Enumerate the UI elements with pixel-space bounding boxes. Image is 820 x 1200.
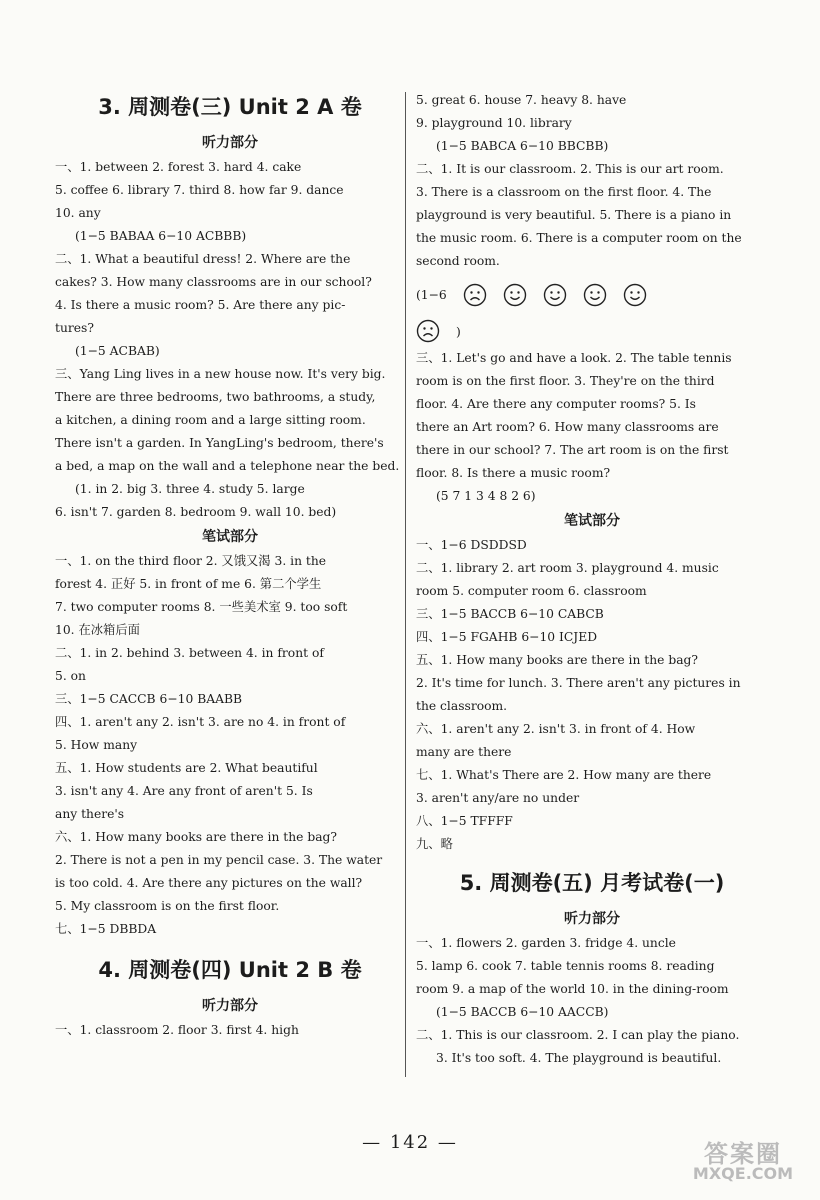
- section-5-listening-heading: 听力部分: [564, 911, 620, 927]
- face-icons: [463, 283, 647, 307]
- answer-line: 一、1−6 DSDDSD: [416, 538, 527, 552]
- section-5-title: 5. 周测卷(五) 月考试卷(一): [459, 871, 725, 895]
- answer-line: 一、1. between 2. forest 3. hard 4. cake: [55, 160, 302, 174]
- answer-line: a kitchen, a dining room and a large sitting room.: [55, 413, 366, 427]
- answer-line: room 5. computer room 6. classroom: [416, 584, 647, 598]
- answer-line: tures?: [55, 321, 94, 335]
- left-column: [55, 86, 405, 1042]
- answer-line: 四、1. aren't any 2. isn't 3. are no 4. in front of: [55, 715, 346, 729]
- answer-line: (5 7 1 3 4 8 2 6): [436, 489, 536, 503]
- section-4-written-answers: [416, 534, 768, 856]
- answer-line: 五、1. How students are 2. What beautiful: [55, 761, 318, 775]
- answer-line: 二、1. This is our classroom. 2. I can play the piano.: [416, 1028, 740, 1042]
- answer-line: many are there: [416, 745, 512, 759]
- answer-line: 二、1. library 2. art room 3. playground 4. music: [416, 561, 719, 575]
- answer-line: (1. in 2. big 3. three 4. study 5. large: [75, 482, 305, 496]
- answer-line: 6. isn't 7. garden 8. bedroom 9. wall 10. bed): [55, 505, 337, 519]
- answer-line: 三、Yang Ling lives in a new house now. It's very big.: [55, 367, 386, 381]
- answer-line: forest 4. 正好 5. in front of me 6. 第二个学生: [55, 577, 322, 591]
- answer-line: (1−5 BACCB 6−10 AACCB): [436, 1005, 609, 1019]
- answer-line: 5. My classroom is on the first floor.: [55, 899, 280, 913]
- answer-line: 10. 在冰箱后面: [55, 623, 140, 637]
- answer-line: there an Art room? 6. How many classrooms are: [416, 420, 719, 434]
- answer-line: floor. 8. Is there a music room?: [416, 466, 611, 480]
- answer-line: 六、1. How many books are there in the bag?: [55, 830, 337, 844]
- answer-line: 四、1−5 FGAHB 6−10 ICJED: [416, 630, 598, 644]
- face-answer-row-2: [416, 317, 768, 347]
- section-4-listening-answers: [55, 1019, 405, 1042]
- smiley-face-icon: [583, 283, 607, 307]
- answer-line: (1−5 BABCA 6−10 BBCBB): [436, 139, 609, 153]
- answer-line: 七、1−5 DBBDA: [55, 922, 157, 936]
- face-answer-row: [416, 273, 768, 317]
- watermark-text: 答案圈: [704, 1140, 782, 1168]
- answer-line: 5. on: [55, 669, 86, 683]
- column-divider: [405, 92, 406, 1077]
- answer-line: 3. aren't any/are no under: [416, 791, 580, 805]
- section-4-listening-heading: 听力部分: [202, 998, 258, 1014]
- answer-line: 五、1. How many books are there in the bag?: [416, 653, 698, 667]
- answer-line: 7. two computer rooms 8. 一些美术室 9. too soft: [55, 600, 348, 614]
- section-4-title: 4. 周测卷(四) Unit 2 B 卷: [98, 958, 362, 982]
- section-4-written-heading: 笔试部分: [564, 513, 620, 529]
- answer-line: 5. How many: [55, 738, 138, 752]
- answer-line: 5. coffee 6. library 7. third 8. how far 9. dance: [55, 183, 344, 197]
- answer-line: 4. Is there a music room? 5. Are there any pic-: [55, 298, 346, 312]
- faces-close-label: ): [456, 325, 461, 339]
- page-number: — 142 —: [362, 1132, 458, 1153]
- answer-line: 一、1. flowers 2. garden 3. fridge 4. uncle: [416, 936, 676, 950]
- watermark-logo: [678, 1142, 808, 1192]
- answer-line: 二、1. It is our classroom. 2. This is our art room.: [416, 162, 724, 176]
- answer-line: the classroom.: [416, 699, 508, 713]
- answer-line: second room.: [416, 254, 500, 268]
- right-column: [416, 89, 768, 1070]
- answer-line: is too cold. 4. Are there any pictures on the wall?: [55, 876, 363, 890]
- section-3-listening-answers: [55, 156, 405, 524]
- section-4-continued-answers: [416, 89, 768, 273]
- answer-line: 二、1. What a beautiful dress! 2. Where are the: [55, 252, 351, 266]
- answer-line: the music room. 6. There is a computer room on the: [416, 231, 742, 245]
- answer-line: 九、略: [416, 837, 453, 851]
- answer-line: 2. There is not a pen in my pencil case. 3. The water: [55, 853, 383, 867]
- section-3-written-answers: [55, 550, 405, 941]
- answer-line: 二、1. in 2. behind 3. between 4. in front of: [55, 646, 324, 660]
- answer-line: room 9. a map of the world 10. in the dining-room: [416, 982, 729, 996]
- answer-line: 三、1−5 BACCB 6−10 CABCB: [416, 607, 604, 621]
- answer-line: (1−5 ACBAB): [75, 344, 160, 358]
- answer-line: 一、1. on the third floor 2. 又饿又渴 3. in the: [55, 554, 327, 568]
- watermark-url: MXQE.COM: [692, 1164, 794, 1183]
- answer-line: 八、1−5 TFFFF: [416, 814, 513, 828]
- answer-line: cakes? 3. How many classrooms are in our school?: [55, 275, 372, 289]
- answer-line: 2. It's time for lunch. 3. There aren't any pictures in: [416, 676, 741, 690]
- answer-line: 3. It's too soft. 4. The playground is beautiful.: [436, 1051, 722, 1065]
- answer-line: 六、1. aren't any 2. isn't 3. in front of 4. How: [416, 722, 696, 736]
- answer-line: 3. There is a classroom on the first floor. 4. The: [416, 185, 712, 199]
- answer-line: room is on the first floor. 3. They're on the third: [416, 374, 715, 388]
- answer-line: 3. isn't any 4. Are any front of aren't 5. Is: [55, 784, 313, 798]
- section-4-part3-answers: [416, 347, 768, 508]
- answer-line: 三、1. Let's go and have a look. 2. The table tennis: [416, 351, 732, 365]
- answer-line: (1−5 BABAA 6−10 ACBBB): [75, 229, 247, 243]
- smiley-face-icon: [623, 283, 647, 307]
- answer-line: There are three bedrooms, two bathrooms, a study,: [55, 390, 376, 404]
- sad-face-icon: [416, 319, 440, 343]
- answer-line: playground is very beautiful. 5. There is a piano in: [416, 208, 732, 222]
- answer-line: 9. playground 10. library: [416, 116, 572, 130]
- answer-line: floor. 4. Are there any computer rooms? 5. Is: [416, 397, 696, 411]
- answer-line: 5. great 6. house 7. heavy 8. have: [416, 93, 627, 107]
- answer-line: there in our school? 7. The art room is on the first: [416, 443, 729, 457]
- smiley-face-icon: [543, 283, 567, 307]
- answer-line: 10. any: [55, 206, 101, 220]
- faces-open-label: (1−6: [416, 288, 447, 302]
- face-icons-2: [416, 319, 440, 346]
- answer-line: any there's: [55, 807, 125, 821]
- smiley-face-icon: [503, 283, 527, 307]
- answer-line: a bed, a map on the wall and a telephone near the bed.: [55, 459, 400, 473]
- answer-line: 5. lamp 6. cook 7. table tennis rooms 8. reading: [416, 959, 715, 973]
- answer-line: 七、1. What's There are 2. How many are there: [416, 768, 712, 782]
- answer-line: There isn't a garden. In YangLing's bedroom, there's: [55, 436, 384, 450]
- section-5-listening-answers: [416, 932, 768, 1070]
- section-3-title: 3. 周测卷(三) Unit 2 A 卷: [98, 95, 362, 119]
- section-3-written-heading: 笔试部分: [202, 529, 258, 545]
- answer-line: 一、1. classroom 2. floor 3. first 4. high: [55, 1023, 299, 1037]
- sad-face-icon: [463, 283, 487, 307]
- section-3-listening-heading: 听力部分: [202, 135, 258, 151]
- answer-line: 三、1−5 CACCB 6−10 BAABB: [55, 692, 243, 706]
